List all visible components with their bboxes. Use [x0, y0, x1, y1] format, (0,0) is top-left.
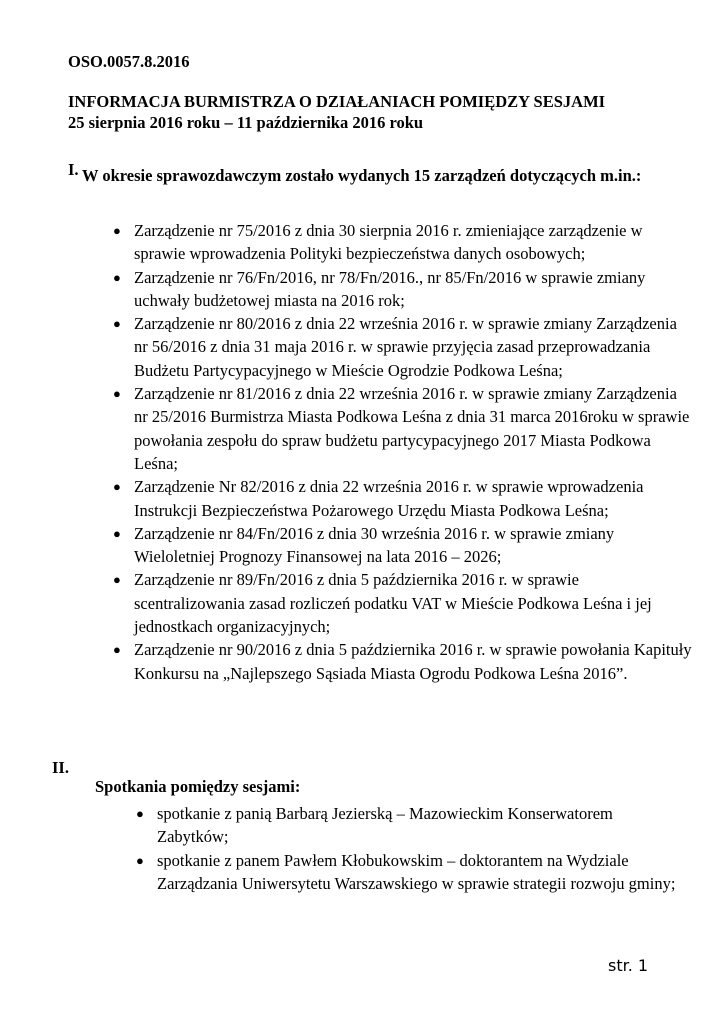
bullet-icon: ●	[113, 572, 121, 588]
list-item	[136, 849, 676, 896]
list-item	[113, 475, 693, 522]
section-1-list	[113, 219, 693, 685]
list-item-text: Zarządzenie nr 76/Fn/2016, nr 78/Fn/2016., nr 85/Fn/2016 w sprawie zmiany uchwały budżetowej miasta na 2016 rok;	[134, 267, 646, 310]
bullet-icon: ●	[136, 852, 144, 868]
list-item-text: Zarządzenie nr 84/Fn/2016 z dnia 30 września 2016 r. w sprawie zmiany Wieloletniej Prognozy Finansowej na lata 2016 – 2026;	[134, 523, 615, 567]
list-item	[113, 568, 693, 638]
list-item-text: Zarządzenie nr 90/2016 z dnia 5 października 2016 r. w sprawie powołania Kapituły Konkursu na „Najlepszego Sąsiada Miasta Ogrodu Podkowa Leśna 2016”.	[134, 640, 692, 683]
list-item	[113, 266, 693, 313]
list-item	[113, 312, 693, 382]
list-item-text: Zarządzenie Nr 82/2016 z dnia 22 września 2016 r. w sprawie wprowadzenia Instrukcji Bezpieczeństwa Pożarowego Urzędu Miasta Podkowa Leśna;	[134, 477, 644, 520]
list-item	[113, 382, 693, 475]
list-item-text: Zarządzenie nr 75/2016 z dnia 30 sierpnia 2016 r. zmieniające zarządzenie w sprawie wprowadzenia Polityki bezpieczeństwa danych osobowych;	[134, 221, 643, 264]
list-item-text: spotkanie z panem Pawłem Kłobukowskim – doktorantem na Wydziale Zarządzania Uniwersytetu Warszawskiego w sprawie strategii rozwoju gminy;	[157, 850, 676, 893]
bullet-icon: ●	[113, 269, 121, 285]
list-item-text: Zarządzenie nr 80/2016 z dnia 22 września 2016 r. w sprawie zmiany Zarządzenia nr 56/2016 z dnia 31 maja 2016 r. w sprawie przyjęcia zasad przeprowadzania Budżetu Partycypacyjnego w Mieście Ogrodzie Podkowa Leśna;	[134, 314, 677, 380]
list-item	[136, 802, 676, 849]
list-item-text: Zarządzenie nr 89/Fn/2016 z dnia 5 października 2016 r. w sprawie scentralizowania zasad rozliczeń podatku VAT w Mieście Podkowa Leśna i jej jednostkach organizacyjnych;	[134, 570, 652, 637]
document-title	[68, 91, 605, 133]
document-reference: OSO.0057.8.2016	[68, 52, 190, 71]
section-2-list	[136, 802, 676, 895]
bullet-icon: ●	[113, 316, 121, 332]
bullet-icon: ●	[113, 642, 121, 658]
list-item	[113, 219, 693, 266]
section-1-number: I.	[68, 160, 79, 179]
list-item	[113, 638, 693, 685]
section-2-number: II.	[52, 758, 69, 777]
bullet-icon: ●	[113, 386, 121, 402]
title-line-1: INFORMACJA BURMISTRZA O DZIAŁANIACH POMIĘDZY SESJAMI	[68, 92, 606, 111]
bullet-icon: ●	[136, 806, 144, 821]
bullet-icon: ●	[113, 525, 121, 541]
list-item	[113, 522, 693, 569]
bullet-icon: ●	[113, 479, 121, 495]
list-item-text: Zarządzenie nr 81/2016 z dnia 22 września 2016 r. w sprawie zmiany Zarządzenia nr 25/2016 Burmistrza Miasta Podkowa Leśna z dnia 31 marca 2016roku w sprawie powołania zespołu do spraw budżetu partycypacyjnego 2017 Miasta Podkowa Leśna;	[134, 384, 690, 473]
page-number: str. 1	[608, 956, 649, 975]
title-line-2: 25 sierpnia 2016 roku – 11 października 2016 roku	[68, 113, 424, 132]
bullet-icon: ●	[113, 223, 121, 238]
section-1-heading: W okresie sprawozdawczym zostało wydanych 15 zarządzeń dotyczących m.in.:	[82, 166, 642, 185]
section-2-heading: Spotkania pomiędzy sesjami:	[95, 777, 301, 796]
list-item-text: spotkanie z panią Barbarą Jezierską – Mazowieckim Konserwatorem Zabytków;	[157, 804, 613, 847]
